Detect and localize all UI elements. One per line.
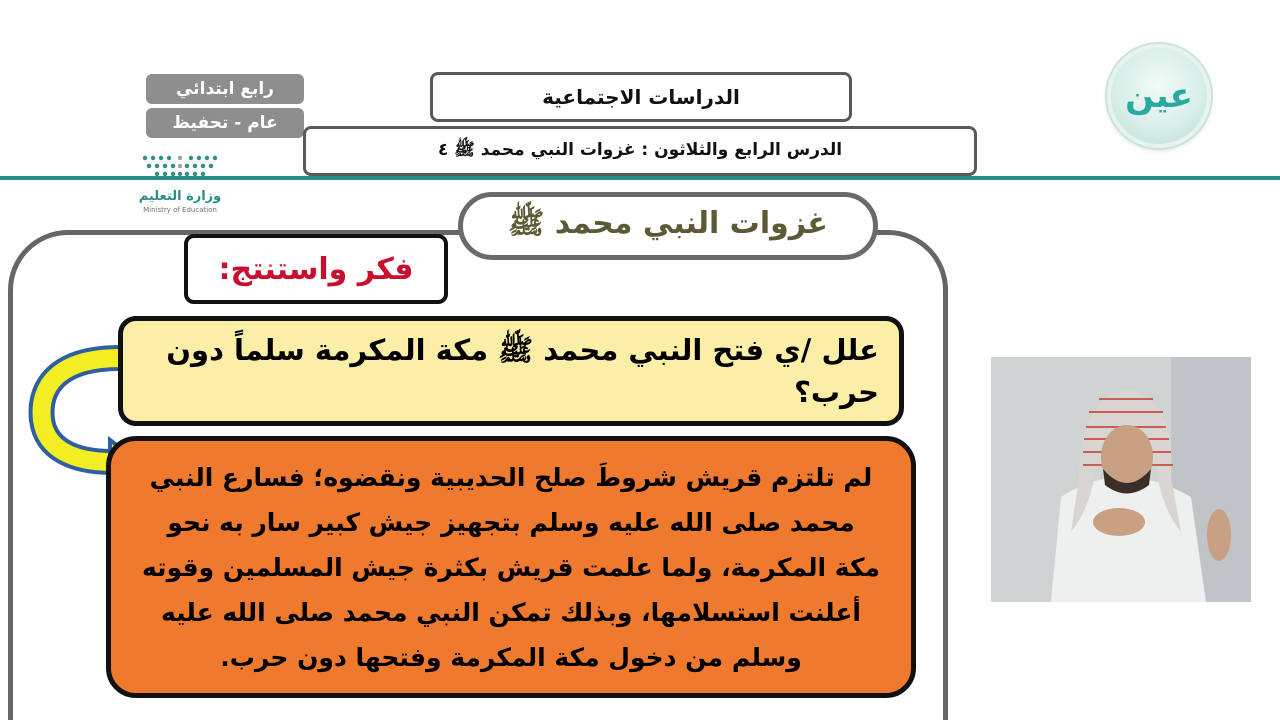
answer-text: لم تلتزم قريش شروطَ صلح الحديبية ونقضوه؛ فسارع النبي محمد صلى الله عليه وسلم بتجهيز جيش كبير سار به نحو مكة المكرمة، ولما علمت قريش بكثرة جيش المسلمين وقوته أعلنت استسلامها، وبذلك تمكن النبي محمد صلى الله عليه وسلم من دخول مكة المكرمة وفتحها دون حرب. bbox=[142, 462, 880, 672]
track-label: عام - تحفيظ bbox=[146, 108, 304, 138]
answer-box bbox=[106, 436, 916, 698]
presenter-figure-icon bbox=[991, 357, 1251, 602]
ministry-name-english: Ministry of Education bbox=[143, 206, 217, 214]
topic-title: غزوات النبي محمد ﷺ bbox=[458, 192, 878, 260]
subject-title: الدراسات الاجتماعية bbox=[430, 72, 852, 122]
question-box: علل /ي فتح النبي محمد ﷺ مكة المكرمة سلماً دون حرب؟ bbox=[118, 316, 904, 426]
ministry-name-arabic: وزارة التعليم bbox=[138, 189, 222, 204]
grade-label: رابع ابتدائي bbox=[146, 74, 304, 104]
think-prompt: فكر واستنتج: bbox=[184, 234, 448, 304]
ministry-logo bbox=[110, 152, 250, 224]
channel-logo-text: عين bbox=[1125, 76, 1193, 116]
channel-logo bbox=[1107, 44, 1211, 148]
presenter-video bbox=[991, 357, 1251, 602]
ministry-emblem-icon bbox=[135, 152, 225, 182]
lesson-title: الدرس الرابع والثلاثون : غزوات النبي محمد ﷺ ٤ bbox=[303, 126, 977, 176]
